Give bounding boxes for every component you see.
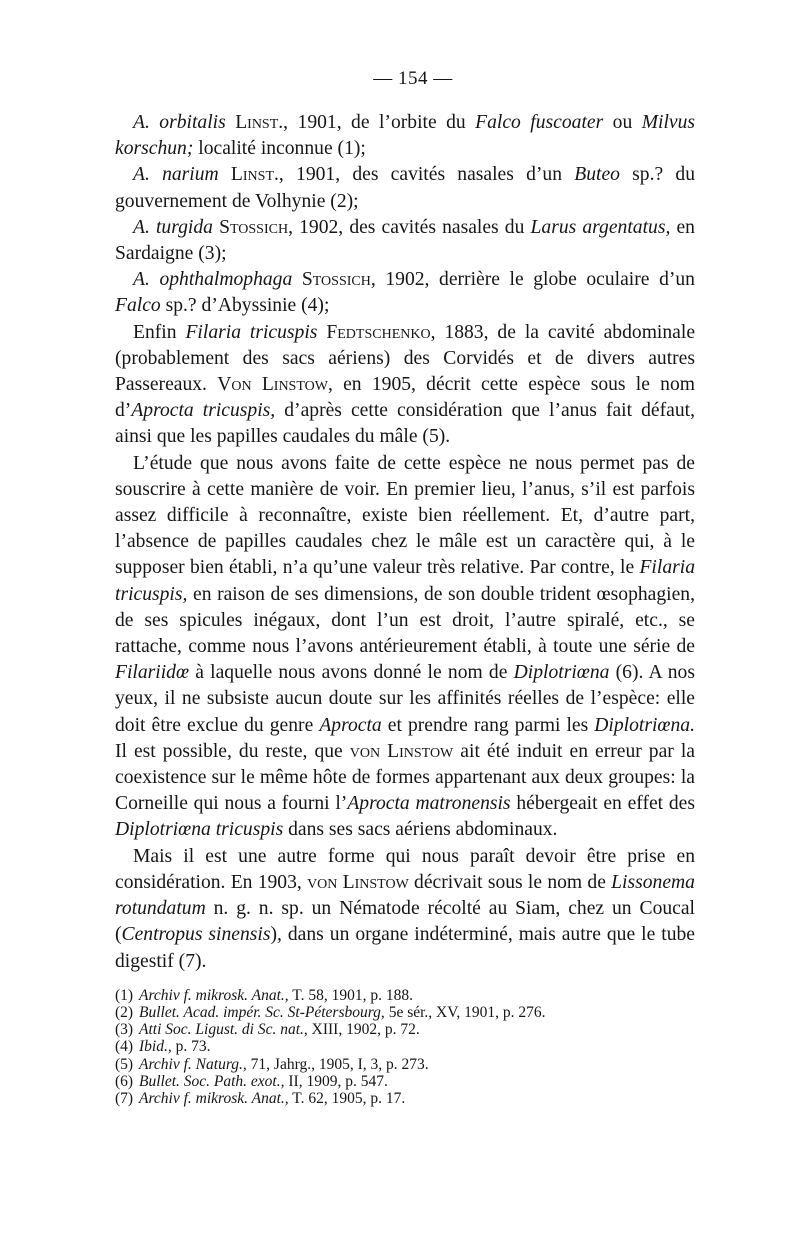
italic-text: Atti Soc. Ligust. di Sc. nat., — [139, 1021, 308, 1039]
small-caps-text: Fedtschenko — [326, 321, 431, 343]
italic-text: Milvus korschun; — [115, 112, 696, 160]
text-run: , 1902, des cavités nasales du — [288, 216, 531, 238]
paragraph — [115, 320, 695, 451]
text-run: ., 1901, de l’orbite du — [278, 112, 476, 133]
text-run: à laquelle nous avons donné le nom de — [189, 662, 514, 684]
footnote-number: (5) — [115, 1055, 134, 1073]
footnote-text — [139, 1073, 388, 1090]
text-run: et prendre rang parmi les — [381, 714, 595, 736]
small-caps-text: Stossich — [301, 269, 371, 291]
text-run: d’après cette considération que l’anus fait défaut, ainsi que les papilles caudales du mâle (5). — [115, 400, 695, 448]
paragraph — [115, 844, 695, 975]
text-run: en raison de ses dimensions, de son double trident œsophagien, de ses spicules inégaux, dont l’un est droit, l’autre spiralé, etc., se rattache, comme nous l’avons antérieurement établi, à toute une série de — [115, 583, 695, 658]
italic-text: Aprocta — [319, 714, 382, 736]
text-run: 5e sér., XV, 1901, p. 276. — [384, 1003, 546, 1021]
italic-text: A. turgida — [133, 216, 213, 238]
italic-text: A. ophthalmophaga — [133, 269, 293, 291]
italic-text: Filaria tricuspis — [185, 321, 318, 343]
footnote-number: (6) — [115, 1072, 134, 1090]
text-run: décrivait sous le nom de — [408, 871, 612, 893]
italic-text: Buteo — [574, 164, 620, 186]
text-run: ), dans un organe indéterminé, mais autre que le tube digestif (7). — [115, 924, 695, 972]
footnote — [115, 1056, 695, 1073]
italic-text: Aprocta tricuspis, — [131, 400, 276, 422]
text-run: T. 62, 1905, p. 17. — [288, 1089, 406, 1107]
footnotes — [115, 987, 695, 1107]
footnote-text — [139, 987, 413, 1004]
footnote — [115, 1021, 695, 1038]
italic-text: Larus argentatus, — [530, 216, 671, 238]
text-run: , 1883, de la cavité abdominale (probablement des sacs aériens) des Corvidés et de divers autres Passereaux. — [115, 321, 696, 396]
footnote-text — [139, 1038, 210, 1055]
italic-text: Falco fuscoater — [475, 112, 604, 133]
italic-text: Centropus sinensis — [121, 924, 271, 946]
italic-text: A. narium — [133, 164, 219, 186]
italic-text: Diplotriœna — [513, 662, 610, 684]
italic-text: Archiv f. mikrosk. Anat., — [139, 1089, 289, 1107]
text-run: dans ses sacs aériens abdominaux. — [283, 819, 558, 841]
footnote-number: (3) — [115, 1021, 134, 1039]
footnote-number: (4) — [115, 1038, 134, 1056]
small-caps-text: Von Linstow — [217, 374, 328, 396]
italic-text: Filaria tricuspis, — [115, 557, 695, 605]
text-run: n. g. n. sp. un Nématode récolté au Siam, chez un Coucal ( — [115, 898, 695, 946]
footnote — [115, 1090, 695, 1107]
text-run: 71, Jahrg., 1905, I, 3, p. 273. — [246, 1055, 429, 1073]
text-run: XIII, 1902, p. 72. — [307, 1021, 420, 1039]
footnote-text — [139, 1021, 420, 1038]
small-caps-text: Linst — [230, 164, 275, 186]
text-run: en Sardaigne (3); — [115, 216, 695, 265]
paragraph — [115, 451, 695, 844]
text-run: ou — [603, 112, 642, 133]
footnote — [115, 1038, 695, 1055]
text-run: ait été induit en erreur par la coexistence sur le même hôte de formes appartenant aux deux groupes: la Corneille qui nous a fourni l’ — [115, 740, 695, 815]
book-page — [115, 68, 695, 1107]
small-caps-text: von Linstow — [349, 740, 454, 762]
italic-text: Archiv f. mikrosk. Anat., — [139, 986, 289, 1004]
paragraph — [115, 162, 695, 214]
small-caps-text: Stossich — [219, 216, 289, 238]
italic-text: Aprocta matronensis — [347, 793, 511, 815]
paragraph — [115, 267, 695, 319]
text-run: localité inconnue (1); — [193, 138, 366, 160]
text-run: hébergeait en effet des — [510, 793, 695, 815]
footnote-text — [139, 1056, 429, 1073]
italic-text: Ibid., — [139, 1038, 172, 1056]
text-run — [292, 269, 302, 290]
paragraph — [115, 110, 695, 162]
italic-text: Filariidœ — [115, 662, 190, 684]
small-caps-text: Linst — [235, 112, 279, 133]
footnote-text — [139, 1004, 546, 1021]
text-run: Il est possible, du reste, que — [115, 740, 350, 762]
italic-text: A. orbitalis — [133, 112, 226, 133]
small-caps-text: von Linstow — [307, 871, 409, 893]
italic-text: Archiv f. Naturg., — [139, 1055, 247, 1073]
text-run — [226, 112, 235, 133]
italic-text: Diplotriœna. — [594, 714, 695, 736]
text-run: Mais il est une autre forme qui nous paraît devoir être prise en considération. En 1903, — [115, 845, 695, 893]
body-text — [115, 110, 695, 975]
footnote — [115, 987, 695, 1004]
footnote-number: (2) — [115, 1003, 134, 1021]
italic-text: Diplotriœna tricuspis — [115, 819, 284, 841]
italic-text: Bullet. Acad. impér. Sc. St-Pétersbourg, — [139, 1003, 385, 1021]
text-run: , 1902, derrière le globe oculaire d’un — [370, 269, 695, 291]
text-run: sp.? d’Abyssinie (4); — [160, 295, 330, 317]
footnote-number: (1) — [115, 986, 134, 1004]
text-run: sp.? du gouvernement de Volhynie (2); — [115, 164, 695, 212]
footnote — [115, 1073, 695, 1090]
text-run: , en 1905, décrit cette espèce sous le nom d’ — [115, 374, 695, 422]
italic-text: Lissonema rotundatum — [115, 871, 695, 920]
footnote — [115, 1004, 695, 1021]
text-run: (6). A nos yeux, il ne subsiste aucun doute sur les affinités réelles de l’espèce: elle doit être exclue du genre — [115, 662, 695, 736]
text-run — [219, 164, 231, 185]
italic-text: Falco — [115, 295, 161, 317]
text-run: T. 58, 1901, p. 188. — [288, 986, 413, 1004]
text-run: L’étude que nous avons faite de cette espèce ne nous permet pas de souscrire à cette manière de voir. En premier lieu, l’anus, s’il est parfois assez difficile à reconnaître, existe bien réellement. Et, d’autre part, l’absence de papilles caudales chez le mâle est un caractère qui, à le supposer bien établi, n’a qu’une valeur très relative. Par contre, le — [115, 452, 695, 579]
page-number: — 154 — — [373, 68, 453, 89]
text-run: p. 73. — [171, 1038, 211, 1056]
italic-text: Bullet. Soc. Path. exot., — [139, 1072, 285, 1090]
text-run: Enfin — [133, 321, 186, 343]
text-run: ., 1901, des cavités nasales d’un — [274, 164, 575, 186]
footnote-text — [139, 1090, 405, 1107]
text-run: II, 1909, p. 547. — [284, 1072, 388, 1090]
footnote-number: (7) — [115, 1089, 134, 1107]
paragraph — [115, 215, 695, 267]
